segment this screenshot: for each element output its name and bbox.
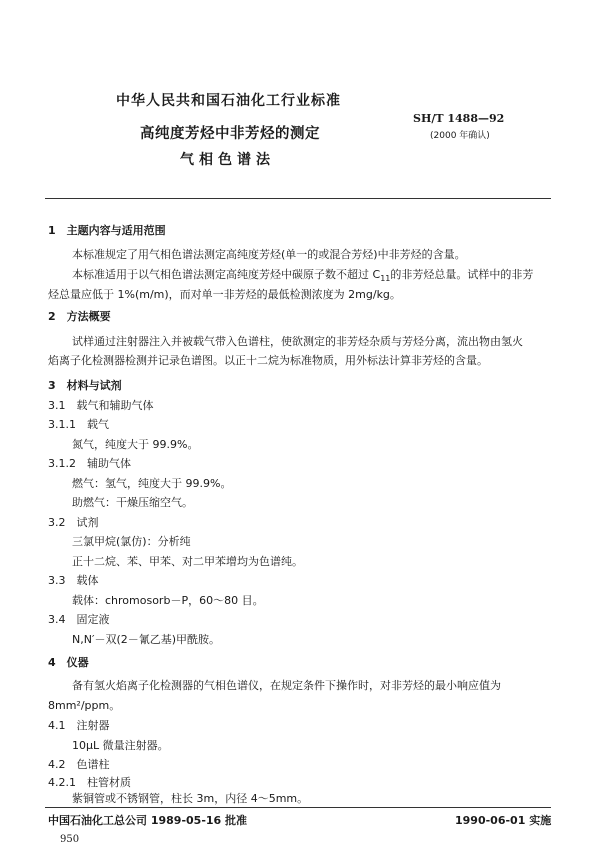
body-text: 三氯甲烷(氯仿)：分析纯 xyxy=(72,535,191,548)
text-run: 本标准适用于以气相色谱法测定高纯度芳烃中碳原子数不超过 C xyxy=(72,268,381,281)
subsection-heading: 3.3 载体 xyxy=(48,574,99,587)
subsection-heading: 3.1 载气和辅助气体 xyxy=(48,399,154,412)
section-3-heading: 3 材料与试剂 xyxy=(48,379,122,392)
subsection-heading: 3.1.1 载气 xyxy=(48,418,109,431)
effective-date: 1990-06-01 实施 xyxy=(455,814,552,827)
section-2-paragraph: 焰离子化检测器检测并记录色谱图。以正十二烷为标准物质，用外标法计算非芳烃的含量。 xyxy=(48,354,488,367)
document-subtitle: 气相色谱法 xyxy=(180,152,275,168)
document-title: 高纯度芳烃中非芳烃的测定 xyxy=(140,126,320,142)
body-text: 紫铜管或不锈钢管，柱长 3m，内径 4～5mm。 xyxy=(72,792,309,805)
subsection-heading: 4.2.1 柱管材质 xyxy=(48,776,131,789)
section-4-heading: 4 仪器 xyxy=(48,656,89,669)
section-1-paragraph: 烃总量应低于 1%(m/m)，而对单一非芳烃的最低检测浓度为 2mg/kg。 xyxy=(48,288,401,301)
body-text: 助燃气：干燥压缩空气。 xyxy=(72,496,193,509)
section-2-heading: 2 方法概要 xyxy=(48,310,111,323)
text-run: 的非芳烃总量。试样中的非芳 xyxy=(390,268,534,281)
body-text: 载体：chromosorb－P，60～80 目。 xyxy=(72,594,264,607)
body-text: 氮气，纯度大于 99.9%。 xyxy=(72,438,199,451)
subsection-heading: 3.1.2 辅助气体 xyxy=(48,457,131,470)
section-4-paragraph: 备有氢火焰离子化检测器的气相色谱仪，在规定条件下操作时，对非芳烃的最小响应值为 xyxy=(72,679,501,692)
subscript: 11 xyxy=(380,274,391,284)
header-divider xyxy=(45,198,551,199)
approval-line: 中国石油化工总公司 1989-05-16 批准 xyxy=(48,814,248,827)
section-1-paragraph xyxy=(72,266,533,283)
subsection-heading: 4.1 注射器 xyxy=(48,719,110,732)
body-text: 10μL 微量注射器。 xyxy=(72,739,169,752)
subsection-heading: 4.2 色谱柱 xyxy=(48,758,110,771)
body-text: 正十二烷、苯、甲苯、对二甲苯增均为色谱纯。 xyxy=(72,555,303,568)
confirmation-note: (2000 年确认) xyxy=(430,131,490,141)
body-text: N,N′－双(2－氰乙基)甲酰胺。 xyxy=(72,633,221,646)
body-text: 燃气：氢气，纯度大于 99.9%。 xyxy=(72,477,232,490)
subsection-heading: 3.2 试剂 xyxy=(48,516,99,529)
standard-number: SH/T 1488—92 xyxy=(413,112,505,125)
issuing-authority: 中华人民共和国石油化工行业标准 xyxy=(116,93,341,109)
section-1-paragraph: 本标准规定了用气相色谱法测定高纯度芳烃(单一的或混合芳烃)中非芳烃的含量。 xyxy=(72,248,466,261)
section-1-heading: 1 主题内容与适用范围 xyxy=(48,224,166,237)
page-number: 950 xyxy=(60,834,80,845)
section-2-paragraph: 试样通过注射器注入并被载气带入色谱柱，使欲测定的非芳烃杂质与芳烃分离，流出物由氢火 xyxy=(72,335,523,348)
subsection-heading: 3.4 固定液 xyxy=(48,613,110,626)
footer-divider xyxy=(45,807,551,808)
section-4-paragraph: 8mm²/ppm。 xyxy=(48,699,121,712)
